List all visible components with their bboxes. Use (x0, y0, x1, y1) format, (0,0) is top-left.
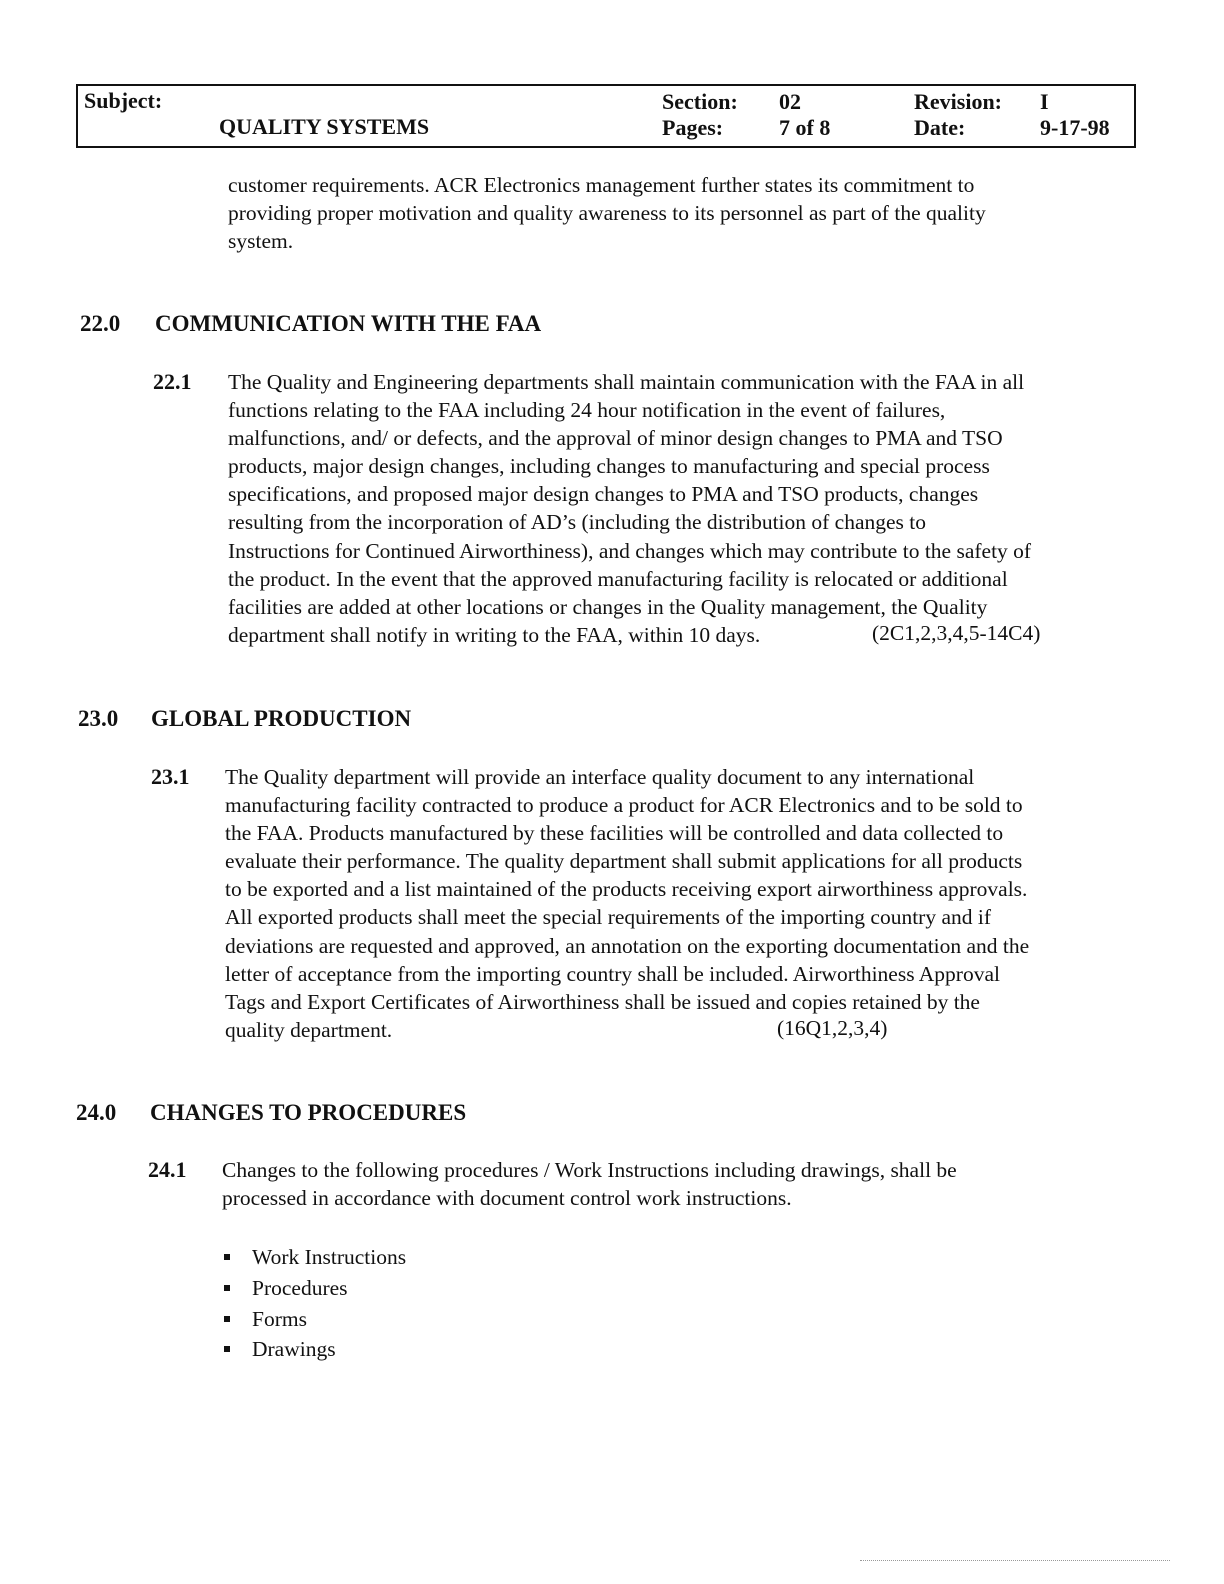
section-title: GLOBAL PRODUCTION (151, 706, 412, 731)
list-item-label: Drawings (252, 1337, 336, 1362)
square-bullet-icon (224, 1254, 230, 1260)
procedure-list (224, 1242, 406, 1365)
paragraph-line: Tags and Export Certificates of Airworthiness shall be issued and copies retained by the (225, 989, 980, 1014)
paragraph-line: malfunctions, and/ or defects, and the approval of minor design changes to PMA and TSO (228, 426, 1003, 451)
pages-value: 7 of 8 (779, 115, 831, 140)
paragraph-line: system. (228, 229, 294, 254)
date-value: 9-17-98 (1040, 115, 1110, 140)
paragraph-line: The Quality and Engineering departments shall maintain communication with the FAA in all (228, 370, 1025, 394)
intro-paragraph (228, 171, 986, 255)
section-title: CHANGES TO PROCEDURES (150, 1100, 467, 1125)
paragraph-line: the FAA. Products manufactured by these facilities will be controlled and data collected to (225, 821, 1004, 846)
list-item (224, 1304, 406, 1335)
paragraph-line: Instructions for Continued Airworthiness), and changes which may contribute to the safety of (228, 538, 1032, 563)
section-number: 23.0 (78, 706, 119, 731)
subsection-number: 22.1 (153, 369, 192, 394)
paragraph-line: specifications, and proposed major design changes to PMA and TSO products, changes (228, 482, 979, 507)
paragraph-line: manufacturing facility contracted to produce a product for ACR Electronics and to be sold to (225, 793, 1023, 818)
paragraph-line: evaluate their performance. The quality department shall submit applications for all products (225, 849, 1023, 874)
section-paragraph (228, 368, 1031, 649)
square-bullet-icon (224, 1346, 230, 1352)
section-value: 02 (779, 89, 801, 114)
paragraph-line: letter of acceptance from the importing country shall be included. Airworthiness Approval (225, 961, 1000, 986)
paragraph-line: providing proper motivation and quality awareness to its personnel as part of the quality (228, 201, 986, 226)
subsection-number: 24.1 (148, 1157, 187, 1182)
subject-label: Subject: (84, 88, 163, 113)
scan-artifact-line (860, 1560, 1170, 1562)
paragraph-line: Changes to the following procedures / Work Instructions including drawings, shall be (222, 1158, 957, 1182)
section-paragraph (225, 763, 1029, 1044)
list-item-label: Procedures (252, 1275, 348, 1300)
paragraph-line: All exported products shall meet the special requirements of the importing country and if (225, 905, 992, 930)
paragraph-line: products, major design changes, including changes to manufacturing and special process (228, 454, 990, 479)
paragraph-line: resulting from the incorporation of AD’s (including the distribution of changes to (228, 510, 927, 535)
list-item (224, 1334, 406, 1365)
square-bullet-icon (224, 1316, 230, 1322)
paragraph-line: to be exported and a list maintained of the products receiving export airworthiness approvals. (225, 877, 1028, 902)
square-bullet-icon (224, 1285, 230, 1291)
paragraph-line: deviations are requested and approved, an annotation on the exporting documentation and the (225, 933, 1030, 958)
list-item-label: Forms (252, 1306, 307, 1331)
paragraph-line: functions relating to the FAA including 24 hour notification in the event of failures, (228, 398, 946, 423)
regulation-reference: (2C1,2,3,4,5-14C4) (872, 621, 1041, 645)
paragraph-line: customer requirements. ACR Electronics management further states its commitment to (228, 173, 975, 197)
pages-label: Pages: (662, 115, 724, 140)
revision-value: I (1040, 89, 1049, 114)
regulation-reference: (16Q1,2,3,4) (777, 1016, 888, 1040)
list-item (224, 1242, 406, 1273)
section-title: COMMUNICATION WITH THE FAA (155, 311, 542, 336)
subject-value: QUALITY SYSTEMS (219, 114, 430, 139)
paragraph-line: The Quality department will provide an interface quality document to any international (225, 765, 975, 789)
section-label: Section: (662, 89, 738, 114)
revision-label: Revision: (914, 89, 1002, 114)
section-number: 24.0 (76, 1100, 117, 1125)
section-number: 22.0 (80, 311, 121, 336)
list-item-label: Work Instructions (252, 1245, 407, 1269)
list-item (224, 1273, 406, 1304)
section-paragraph (222, 1156, 957, 1212)
subsection-number: 23.1 (151, 764, 190, 789)
paragraph-line: quality department. (225, 1017, 393, 1042)
paragraph-line: department shall notify in writing to the FAA, within 10 days. (228, 622, 761, 647)
paragraph-line: processed in accordance with document control work instructions. (222, 1186, 792, 1211)
paragraph-line: facilities are added at other locations or changes in the Quality management, the Quality (228, 594, 988, 619)
paragraph-line: the product. In the event that the approved manufacturing facility is relocated or additional (228, 566, 1008, 591)
date-label: Date: (914, 115, 966, 140)
